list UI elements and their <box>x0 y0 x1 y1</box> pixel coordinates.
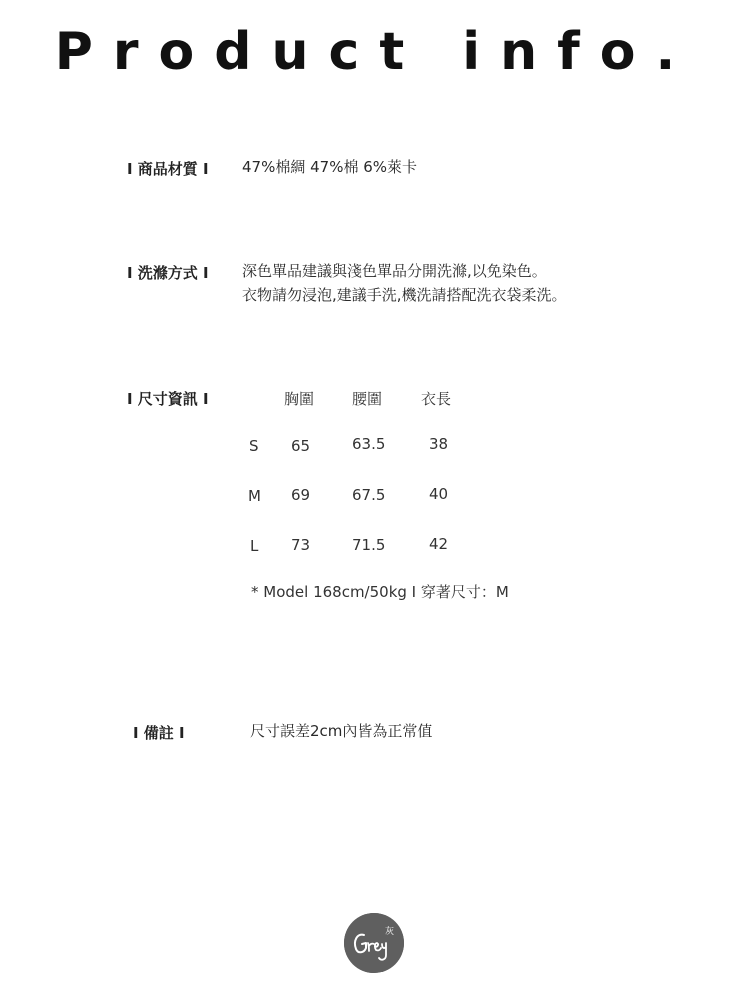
page-title: Product info. <box>54 22 696 82</box>
size-row-s-chest: 65 <box>291 437 311 455</box>
size-row-l-chest: 73 <box>291 536 311 554</box>
size-header-length: 衣長 <box>421 390 452 408</box>
size-row-l-length: 42 <box>429 535 449 553</box>
size-label: I 尺寸資訊 I <box>127 390 209 408</box>
svg-text:灰: 灰 <box>385 927 395 937</box>
size-row-m-size: M <box>248 487 261 505</box>
washing-label: I 洗滌方式 I <box>127 264 209 282</box>
size-row-l-size: L <box>250 537 259 555</box>
size-row-s-length: 38 <box>429 435 449 453</box>
size-row-l-waist: 71.5 <box>352 536 386 554</box>
washing-line-2: 衣物請勿浸泡,建議手洗,機洗請搭配洗衣袋柔洗。 <box>242 286 567 304</box>
grey-logo-icon <box>344 913 404 973</box>
brand-logo <box>344 913 404 973</box>
remark-label: I 備註 I <box>133 724 185 742</box>
washing-line-1: 深色單品建議與淺色單品分開洗滌,以免染色。 <box>242 262 547 280</box>
size-header-chest: 胸圍 <box>284 390 315 408</box>
model-note: * Model 168cm/50kg I 穿著尺寸：M <box>251 583 509 601</box>
size-row-m-length: 40 <box>429 485 449 503</box>
material-label: I 商品材質 I <box>127 160 209 178</box>
size-row-s-size: S <box>249 437 259 455</box>
size-header-waist: 腰圍 <box>352 390 383 408</box>
size-row-m-chest: 69 <box>291 486 311 504</box>
size-row-s-waist: 63.5 <box>352 435 386 453</box>
material-value: 47%棉綢 47%棉 6%萊卡 <box>242 158 418 176</box>
size-row-m-waist: 67.5 <box>352 486 386 504</box>
remark-value: 尺寸誤差2cm內皆為正常值 <box>250 722 433 740</box>
